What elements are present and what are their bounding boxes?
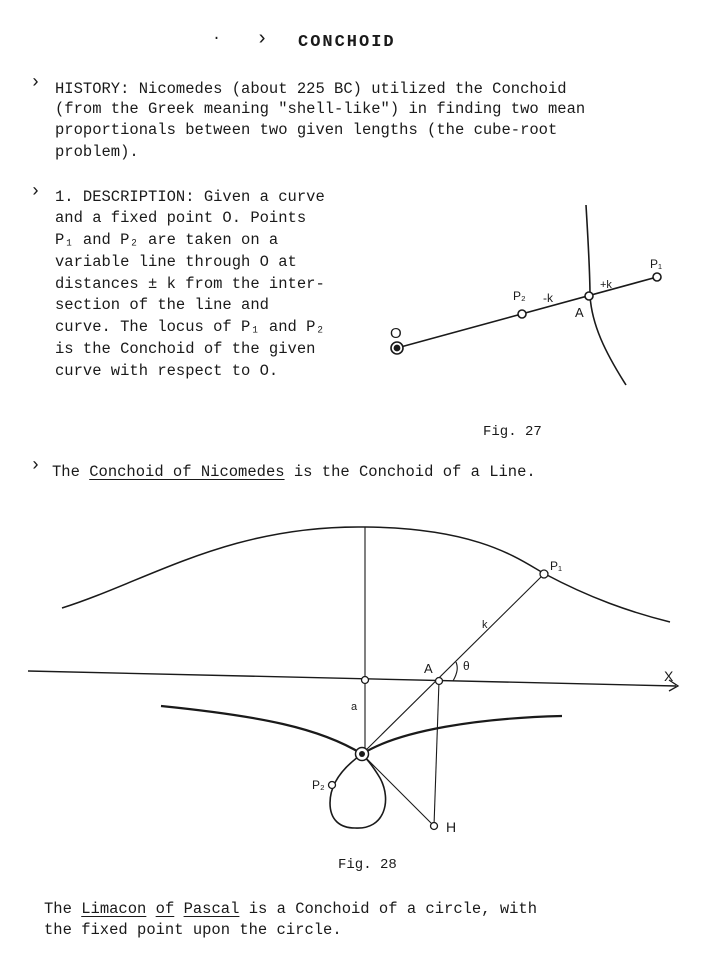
description-line-1: 1. DESCRIPTION: Given a curve: [55, 188, 325, 206]
description-line-6: section of the line and: [55, 296, 269, 314]
fig28-label-x: X: [664, 668, 674, 684]
fig27-caption: Fig. 27: [483, 424, 542, 440]
history-line-2: (from the Greek meaning "shell-like") in finding two mean: [55, 100, 586, 118]
fig27-label-minus-k: -k: [543, 291, 553, 305]
fig28-theta-arc: [453, 662, 457, 681]
limacon-line-1: [44, 898, 537, 920]
description-mark-icon: ›: [30, 182, 41, 202]
limacon-prefix: The: [44, 900, 82, 918]
fig28-label-p2: P₂: [312, 778, 325, 792]
fig28-label-a: A: [424, 661, 433, 676]
fig28-label-p1: P₁: [550, 559, 563, 573]
nicomedes-suffix: is the Conchoid of a Line.: [284, 463, 536, 481]
fig28-point-h: [431, 823, 438, 830]
history-line-3: proportionals between two given lengths (the cube-root: [55, 121, 558, 139]
pascal-term: Pascal: [183, 900, 240, 918]
stray-dot: ·: [212, 30, 222, 47]
fig28-point-axis-foot: [362, 677, 369, 684]
fig28-diagonal-line: [362, 574, 544, 754]
fig27-label-p1: P₁: [650, 257, 663, 271]
limacon-line-2: the fixed point upon the circle.: [44, 921, 342, 939]
description-line-5: distances ± k from the inter-: [55, 275, 325, 293]
nicomedes-mark-icon: ›: [30, 456, 41, 476]
page-title: CONCHOID: [298, 33, 396, 52]
fig28-point-o-center: [359, 751, 365, 757]
fig28-upper-branch: [62, 527, 670, 622]
fig27-label-p2: P₂: [513, 289, 526, 303]
fig28-point-p2: [329, 782, 336, 789]
description-line-9: curve with respect to O.: [55, 362, 279, 380]
fig28-line-a-h: [434, 681, 439, 826]
fig28-line-o-h: [362, 754, 434, 826]
fig28-loop: [330, 754, 386, 828]
description-line-7: curve. The locus of P₁ and P₂: [55, 318, 325, 336]
history-mark-icon: ›: [30, 73, 41, 93]
conchoid-of-nicomedes-term: Conchoid of Nicomedes: [89, 463, 285, 481]
description-line-3: P₁ and P₂ are taken on a: [55, 231, 279, 249]
history-line-1: HISTORY: Nicomedes (about 225 BC) utilized the Conchoid: [55, 80, 567, 98]
fig28-label-h: H: [446, 819, 457, 835]
fig28-caption: Fig. 28: [338, 857, 397, 873]
limacon-term: Limacon: [81, 900, 147, 918]
fig28-x-axis: [28, 671, 676, 686]
fig28-point-a: [436, 678, 443, 685]
title-mark-icon: ›: [256, 28, 269, 51]
description-line-8: is the Conchoid of the given: [55, 340, 316, 358]
description-line-2: and a fixed point O. Points: [55, 209, 307, 227]
fig27-label-plus-k: +k: [600, 279, 612, 291]
nicomedes-prefix: The: [52, 463, 90, 481]
limacon-rest: is a Conchoid of a circle, with: [239, 900, 538, 918]
limacon-of-term: of: [155, 900, 175, 918]
fig27-label-o: O: [390, 325, 402, 342]
fig28-point-p1: [540, 570, 548, 578]
fig28-label-a-small: a: [351, 701, 358, 713]
description-line-4: variable line through O at: [55, 253, 297, 271]
history-line-4: problem).: [55, 143, 139, 161]
fig27-label-a: A: [575, 305, 584, 320]
fig28-label-k: k: [482, 619, 488, 631]
fig28-label-theta: θ: [463, 659, 470, 673]
